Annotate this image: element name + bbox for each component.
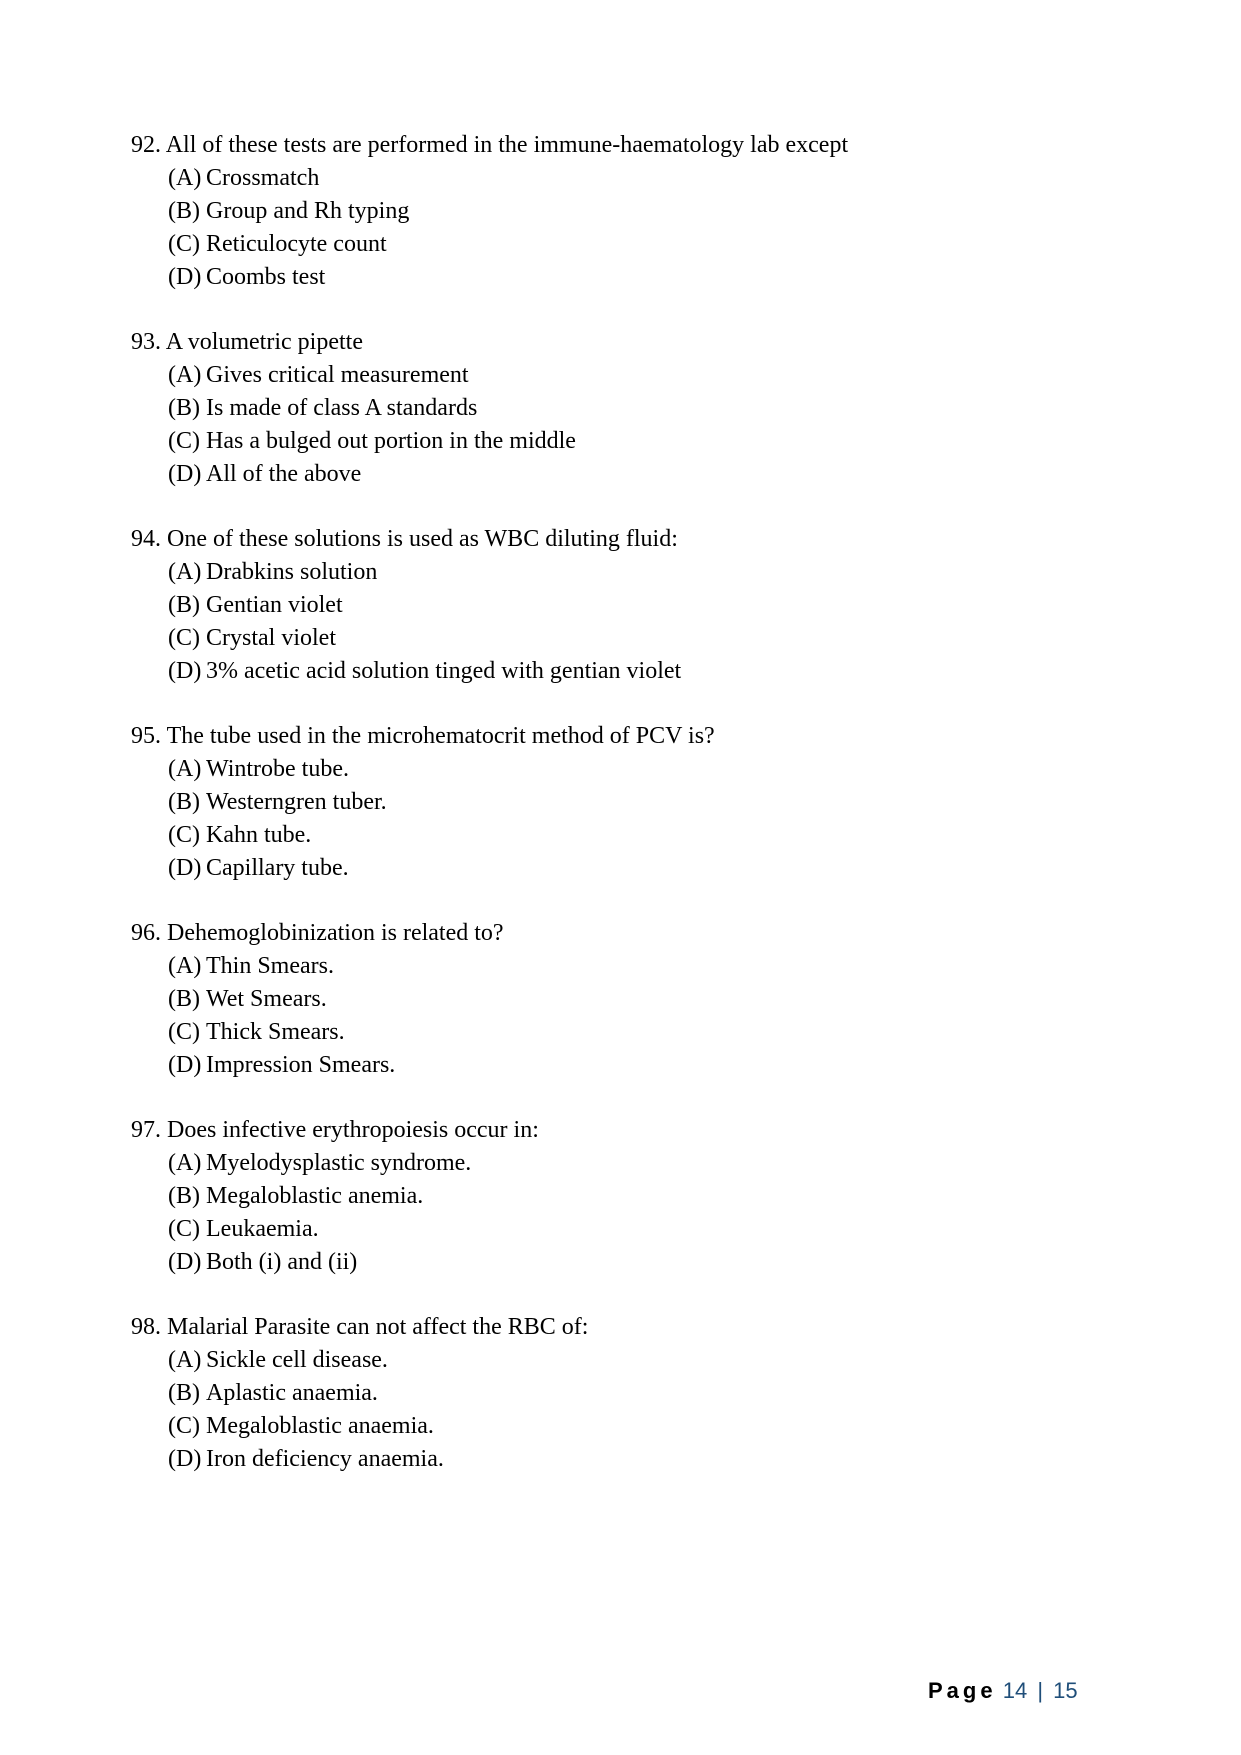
page-label: Page (928, 1678, 997, 1703)
option-text: Gentian violet (206, 592, 343, 618)
option-text: Impression Smears. (206, 1052, 396, 1078)
page-separator: | (1037, 1678, 1044, 1703)
option-text: Both (i) and (ii) (206, 1249, 358, 1275)
option-text: Kahn tube. (206, 822, 312, 848)
option-text: Thick Smears. (206, 1019, 345, 1045)
option-d (131, 458, 1131, 491)
option-text: Wet Smears. (206, 986, 327, 1012)
question-number: 95. (131, 723, 161, 749)
question-text: Malarial Parasite can not affect the RBC of: (167, 1314, 589, 1340)
option-c (131, 1016, 1131, 1049)
option-b (131, 1180, 1131, 1213)
option-text: Sickle cell disease. (206, 1347, 388, 1373)
question-96 (131, 917, 1131, 1082)
question-94 (131, 523, 1131, 688)
option-letter: (B) (168, 592, 200, 618)
option-letter: (A) (168, 1347, 202, 1373)
option-c (131, 1213, 1131, 1246)
option-text: Aplastic anaemia. (206, 1380, 378, 1406)
option-text: Wintrobe tube. (206, 756, 349, 782)
option-d (131, 655, 1131, 688)
option-letter: (A) (168, 362, 202, 388)
question-stem (131, 1114, 1131, 1147)
question-97 (131, 1114, 1131, 1279)
option-text: Reticulocyte count (206, 231, 387, 257)
option-text: Coombs test (206, 264, 326, 290)
question-93 (131, 326, 1131, 491)
option-letter: (A) (168, 559, 202, 585)
option-a (131, 556, 1131, 589)
option-letter: (B) (168, 395, 200, 421)
option-letter: (B) (168, 789, 200, 815)
question-stem (131, 326, 1131, 359)
option-letter: (D) (168, 1052, 202, 1078)
option-text: All of the above (206, 461, 362, 487)
option-letter: (A) (168, 953, 202, 979)
option-letter: (D) (168, 1446, 202, 1472)
question-number: 92. (131, 132, 161, 158)
question-number: 94. (131, 526, 161, 552)
question-95 (131, 720, 1131, 885)
option-a (131, 950, 1131, 983)
option-letter: (D) (168, 461, 202, 487)
question-text: Dehemoglobinization is related to? (167, 920, 504, 946)
option-d (131, 1443, 1131, 1476)
option-text: Capillary tube. (206, 855, 349, 881)
option-letter: (A) (168, 165, 202, 191)
option-a (131, 359, 1131, 392)
option-a (131, 753, 1131, 786)
option-text: Crystal violet (206, 625, 336, 651)
option-text: Has a bulged out portion in the middle (206, 428, 576, 454)
question-number: 98. (131, 1314, 161, 1340)
option-text: Megaloblastic anemia. (206, 1183, 424, 1209)
option-c (131, 425, 1131, 458)
option-letter: (C) (168, 1216, 200, 1242)
question-stem (131, 917, 1131, 950)
option-c (131, 622, 1131, 655)
option-text: Crossmatch (206, 165, 320, 191)
option-text: Drabkins solution (206, 559, 378, 585)
option-d (131, 1246, 1131, 1279)
option-letter: (B) (168, 1183, 200, 1209)
option-letter: (A) (168, 1150, 202, 1176)
option-text: Is made of class A standards (206, 395, 478, 421)
option-c (131, 1410, 1131, 1443)
question-text: Does infective erythropoiesis occur in: (167, 1117, 539, 1143)
option-letter: (C) (168, 1019, 200, 1045)
page-footer (928, 1676, 1078, 1706)
option-a (131, 1147, 1131, 1180)
option-letter: (C) (168, 625, 200, 651)
question-number: 93. (131, 329, 161, 355)
option-b (131, 983, 1131, 1016)
option-a (131, 1344, 1131, 1377)
option-letter: (D) (168, 855, 202, 881)
option-c (131, 228, 1131, 261)
option-d (131, 261, 1131, 294)
option-letter: (D) (168, 264, 202, 290)
option-letter: (C) (168, 428, 200, 454)
option-letter: (C) (168, 231, 200, 257)
option-b (131, 786, 1131, 819)
option-text: Iron deficiency anaemia. (206, 1446, 444, 1472)
option-letter: (D) (168, 658, 202, 684)
option-text: Thin Smears. (206, 953, 334, 979)
option-text: Gives critical measurement (206, 362, 469, 388)
question-92 (131, 129, 1131, 294)
option-letter: (B) (168, 198, 200, 224)
question-text: A volumetric pipette (165, 329, 363, 355)
option-a (131, 162, 1131, 195)
option-d (131, 1049, 1131, 1082)
option-letter: (C) (168, 1413, 200, 1439)
option-b (131, 392, 1131, 425)
option-text: Group and Rh typing (206, 198, 410, 224)
question-number: 97. (131, 1117, 161, 1143)
question-number: 96. (131, 920, 161, 946)
question-stem (131, 1311, 1131, 1344)
option-letter: (A) (168, 756, 202, 782)
option-b (131, 1377, 1131, 1410)
option-b (131, 195, 1131, 228)
option-b (131, 589, 1131, 622)
current-page-number: 14 (1002, 1678, 1028, 1703)
question-text: All of these tests are performed in the immune-haematology lab except (165, 132, 849, 158)
option-text: 3% acetic acid solution tinged with gentian violet (206, 658, 682, 684)
option-text: Myelodysplastic syndrome. (206, 1150, 472, 1176)
question-text: The tube used in the microhematocrit method of PCV is? (166, 723, 715, 749)
question-stem (131, 129, 1131, 162)
question-98 (131, 1311, 1131, 1476)
option-letter: (B) (168, 1380, 200, 1406)
total-pages: 15 (1053, 1678, 1078, 1703)
option-letter: (B) (168, 986, 200, 1012)
option-text: Megaloblastic anaemia. (206, 1413, 434, 1439)
question-stem (131, 523, 1131, 556)
option-text: Westerngren tuber. (206, 789, 387, 815)
option-d (131, 852, 1131, 885)
question-stem (131, 720, 1131, 753)
option-letter: (C) (168, 822, 200, 848)
option-letter: (D) (168, 1249, 202, 1275)
option-text: Leukaemia. (206, 1216, 319, 1242)
option-c (131, 819, 1131, 852)
question-text: One of these solutions is used as WBC diluting fluid: (167, 526, 678, 552)
